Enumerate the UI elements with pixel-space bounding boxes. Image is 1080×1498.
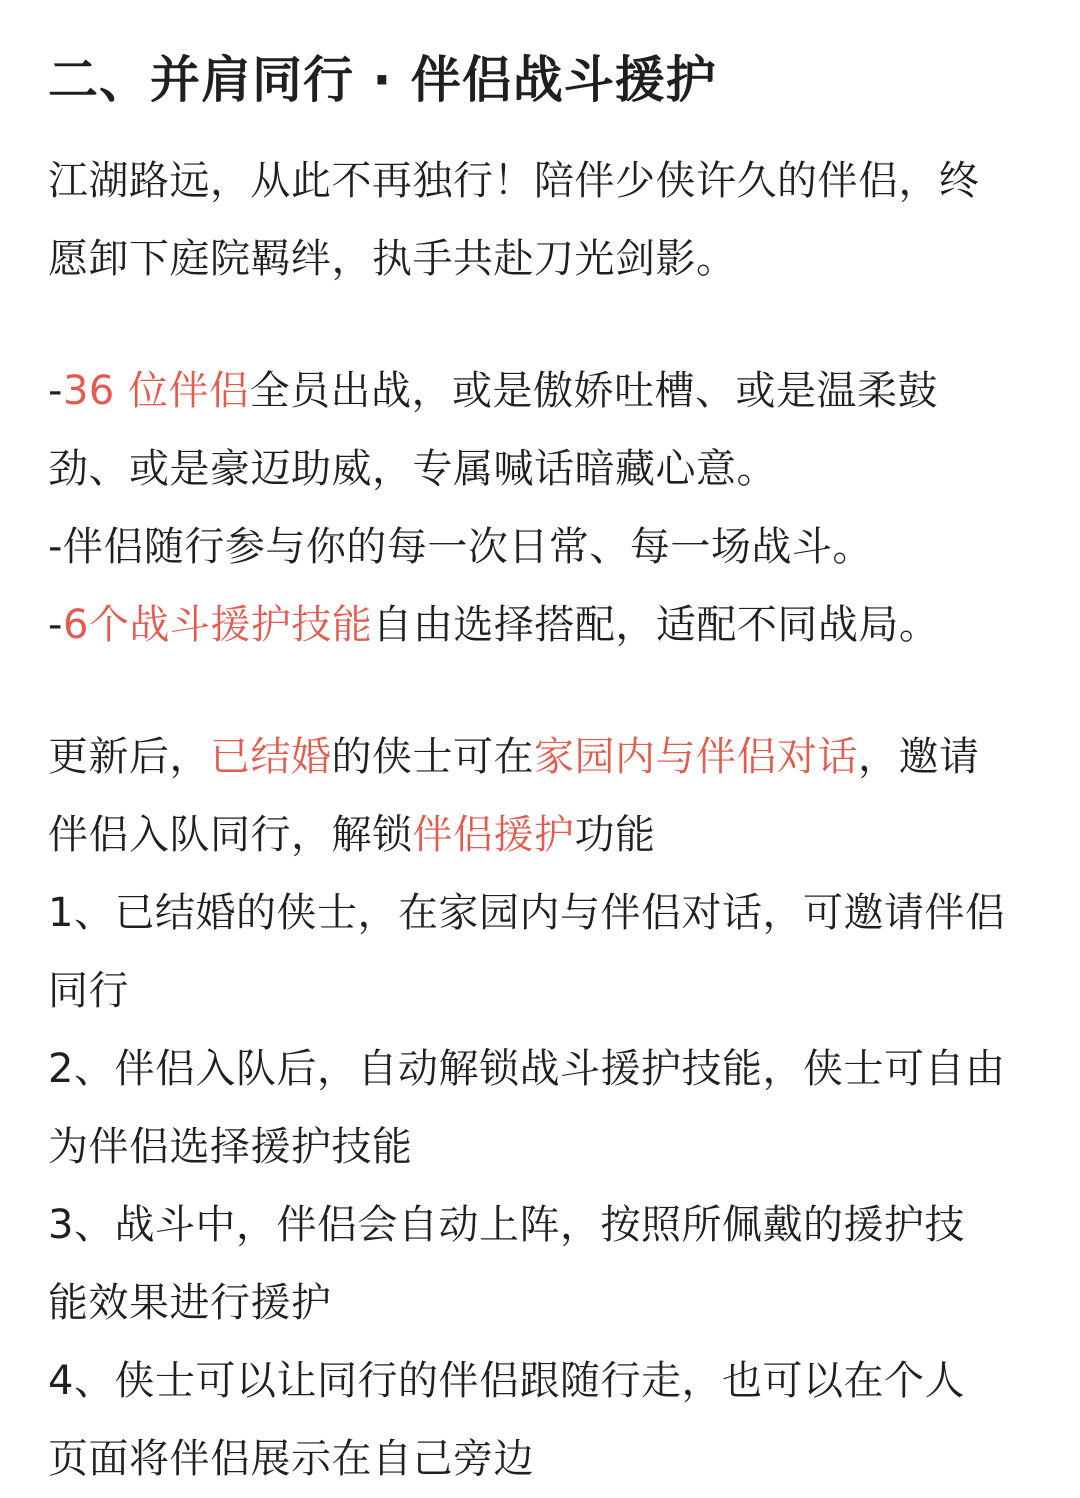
step-line: 为伴侣选择援护技能 [48,1124,413,1170]
step-line: 2、伴侣入队后，自动解锁战斗援护技能，侠士可自由 [48,1046,1006,1092]
highlight-text: 家园内与伴侣对话 [534,734,858,780]
intro-paragraph [48,142,1032,298]
feature-text: 全员出战，或是傲娇吐槽、或是温柔鼓 [249,368,939,414]
feature-item-continuation: 劲、或是豪迈助威，专属喊话暗藏心意。 [48,446,777,492]
update-text: 伴侣入队同行，解锁 [48,812,413,858]
feature-list [48,352,1032,664]
feature-dash: - [48,602,63,648]
step-line: 能效果进行援护 [48,1280,332,1326]
update-line [48,796,1032,874]
highlight-text: 已结婚 [210,734,332,780]
feature-text: 自由选择搭配，适配不同战局。 [372,602,940,648]
step-line: 同行 [48,968,129,1014]
highlight-text: 6个战斗援护技能 [62,602,373,648]
steps-list [48,874,1032,1498]
highlight-text: 伴侣援护 [412,812,575,858]
feature-item-skills [48,586,1032,664]
step-item [48,1030,1032,1186]
intro-line: 江湖路远，从此不再独行！陪伴少侠许久的伴侣，终 [48,158,980,204]
update-line [48,718,1032,796]
step-line: 页面将伴侣展示在自己旁边 [48,1436,534,1482]
update-paragraph [48,718,1032,874]
feature-item-companions [48,352,1032,430]
spacer [48,298,1032,352]
feature-item-follow: -伴侣随行参与你的每一次日常、每一场战斗。 [48,524,873,570]
spacer [48,664,1032,718]
step-item [48,874,1032,1030]
step-line: 1、已结婚的侠士，在家园内与伴侣对话，可邀请伴侣 [48,890,1006,936]
step-item [48,1186,1032,1342]
section-title: 二、并肩同行 · 伴侣战斗援护 [48,51,717,109]
highlight-text: 36 位伴侣 [62,368,250,414]
update-text: 功能 [574,812,656,858]
step-item [48,1342,1032,1498]
feature-dash: - [48,368,63,414]
step-line: 3、战斗中，伴侣会自动上阵，按照所佩戴的援护技 [48,1202,965,1248]
update-text: ，邀请 [858,734,980,780]
step-line: 4、侠士可以让同行的伴侣跟随行走，也可以在个人 [48,1358,965,1404]
intro-line: 愿卸下庭院羁绊，执手共赴刀光剑影。 [48,236,737,282]
update-text: 的侠士可在 [331,734,534,780]
update-text: 更新后， [48,734,210,780]
